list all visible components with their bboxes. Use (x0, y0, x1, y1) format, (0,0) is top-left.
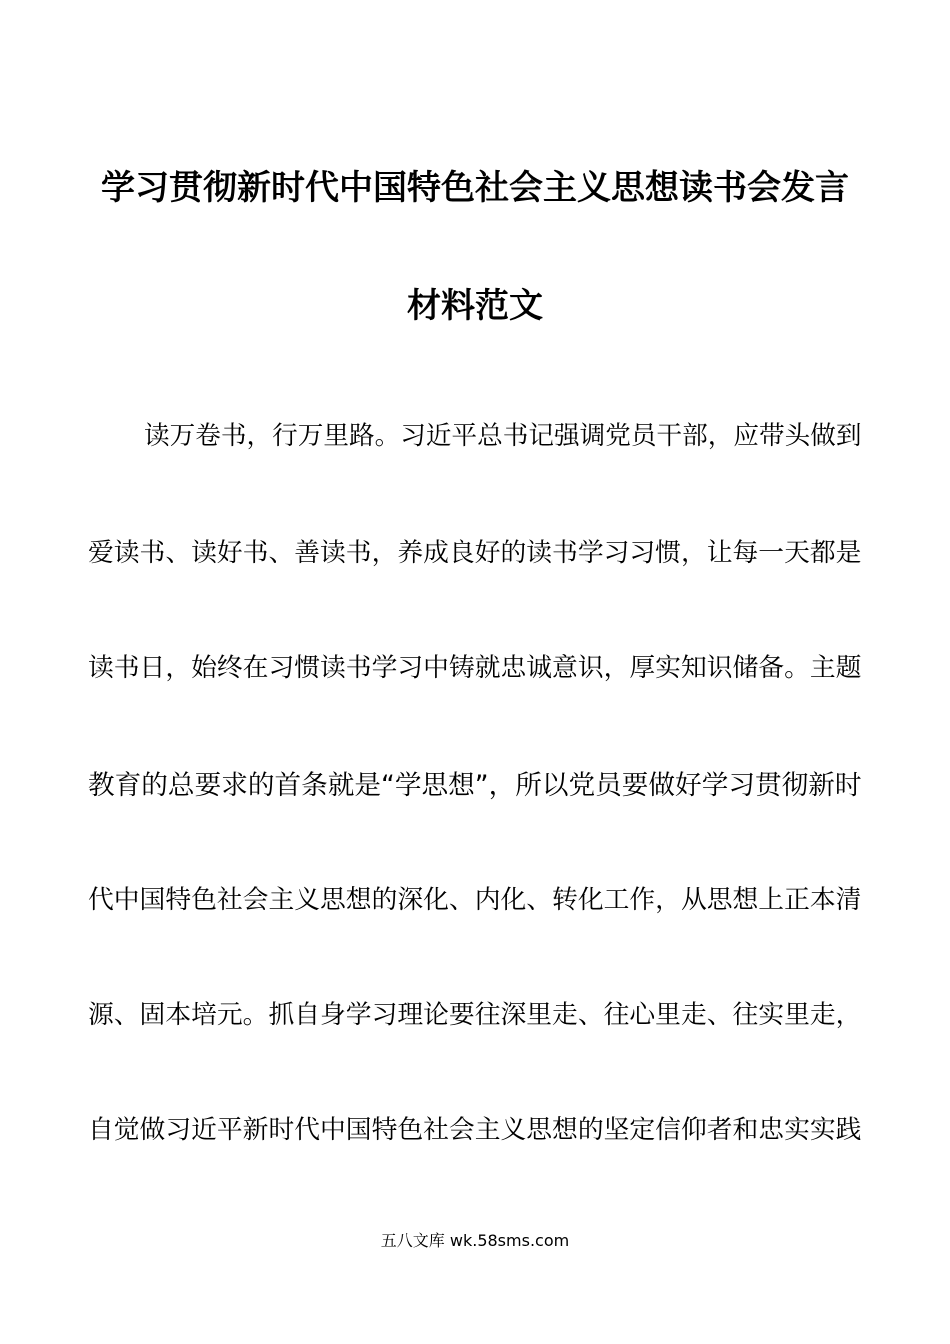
footer-watermark-text: 五八文库 wk.58sms.com (380, 1231, 570, 1250)
body-line: 读万卷书，行万里路。习近平总书记强调党员干部，应带头做到 (144, 421, 862, 451)
body-line: 代中国特色社会主义思想的深化、内化、转化工作，从思想上正本清 (88, 885, 862, 915)
body-line: 源、固本培元。抓自身学习理论要往深里走、往心里走、往实里走， (88, 1000, 862, 1030)
body-line: 自觉做习近平新时代中国特色社会主义思想的坚定信仰者和忠实实践 (88, 1115, 862, 1145)
body-line: 爱读书、读好书、善读书，养成良好的读书学习习惯，让每一天都是 (88, 538, 862, 568)
body-line: 教育的总要求的首条就是“学思想”，所以党员要做好学习贯彻新时 (88, 770, 862, 801)
title-line: 学习贯彻新时代中国特色社会主义思想读书会发言 (101, 168, 849, 208)
title-line: 材料范文 (407, 286, 543, 326)
body-line: 读书日，始终在习惯读书学习中铸就忠诚意识，厚实知识储备。主题 (88, 653, 862, 683)
